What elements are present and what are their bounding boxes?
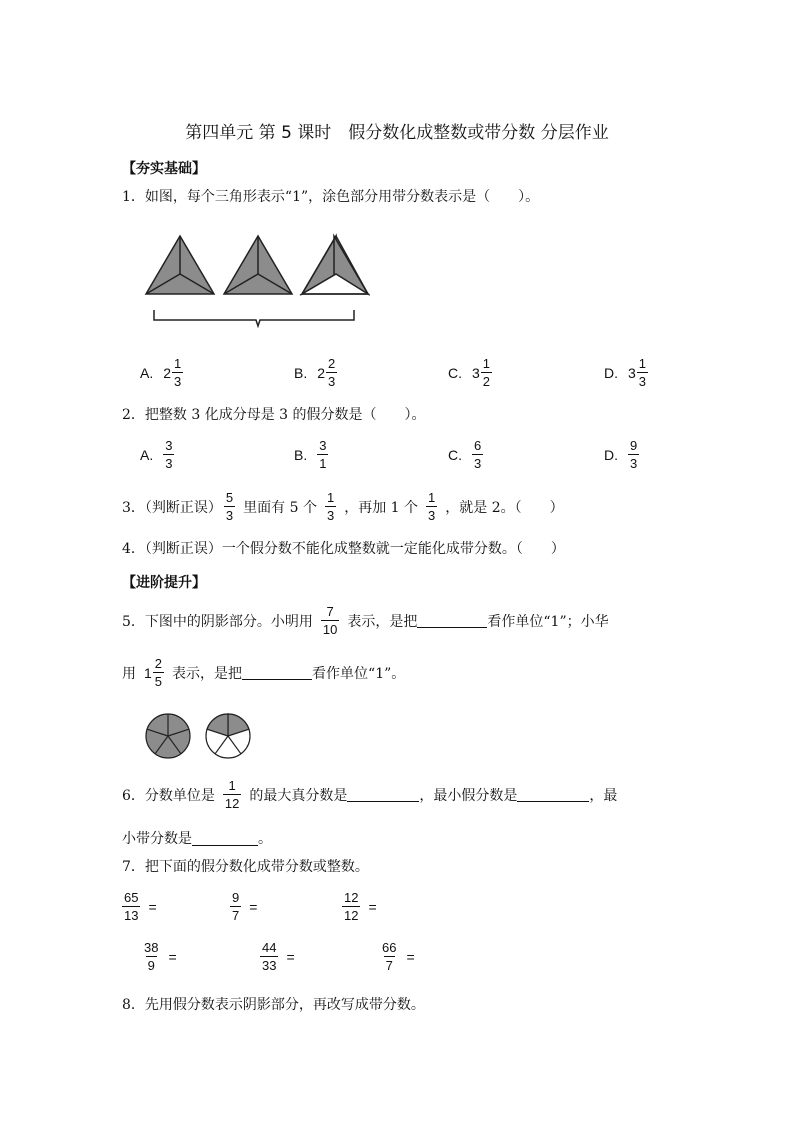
q6-blank-3[interactable]	[192, 831, 258, 846]
q4-text: 4．（判断正误）一个假分数不能化成整数就一定能化成带分数。（ ）	[122, 541, 565, 557]
q7-item-6[interactable]: $\frac{66}{7}$ =	[382, 940, 415, 973]
q2-option-d[interactable]: D. $\frac{9}{3}$	[604, 438, 638, 471]
triangle-1	[146, 236, 214, 294]
q5-blank-2[interactable]	[242, 665, 312, 680]
q6-blank-2[interactable]	[517, 787, 589, 802]
q8-text: 8．先用假分数表示阴影部分，再改写成带分数。	[122, 997, 425, 1013]
triangle-2	[224, 236, 292, 294]
q5-blank-1[interactable]	[417, 613, 487, 628]
q6-line1: 6．分数单位是 $\frac{1}{12}$ 的最大真分数是 ，最小假分数是 ，最	[122, 778, 618, 811]
q1-text: 1．如图，每个三角形表示“1”，涂色部分用带分数表示是（ ）。	[122, 189, 540, 205]
circle-partial	[206, 714, 250, 758]
q1-option-b[interactable]: B. 2 $\frac{2}{3}$	[294, 356, 336, 389]
q5-circles-figure	[144, 712, 256, 762]
q5-line1: 5．下图中的阴影部分。小明用 $\frac{7}{10}$ 表示，是把 看作单位“1”；小华	[122, 604, 609, 637]
q2-text: 2．把整数 3 化成分母是 3 的假分数是（ ）。	[122, 407, 426, 423]
section-basic: 【夯实基础】	[122, 161, 206, 177]
brace	[154, 310, 354, 326]
q1-option-d[interactable]: D. 3 $\frac{1}{3}$	[604, 356, 647, 389]
q1-triangle-figure	[140, 228, 370, 333]
q2-option-b[interactable]: B. $\frac{3}{1}$	[294, 438, 327, 471]
q2-option-a[interactable]: A. $\frac{3}{3}$	[140, 438, 173, 471]
q1-option-a[interactable]: A. 2 $\frac{1}{3}$	[140, 356, 182, 389]
circle-full	[146, 714, 190, 758]
triangle-3	[302, 236, 368, 294]
section-advanced: 【进阶提升】	[122, 575, 206, 591]
q1-option-c[interactable]: C. 3 $\frac{1}{2}$	[448, 356, 491, 389]
q7-item-5[interactable]: $\frac{44}{33}$ =	[262, 940, 295, 973]
q6-blank-1[interactable]	[347, 787, 419, 802]
q6-line2: 小带分数是 。	[122, 831, 272, 847]
q7-item-4[interactable]: $\frac{38}{9}$ =	[144, 940, 177, 973]
q3-line: 3．（判断正误） $\frac{5}{3}$ 里面有 5 个 $\frac{1}{3}$ ，再加 1 个 $\frac{1}{3}$ ，就是 2。（ ）	[122, 490, 564, 523]
q7-item-2[interactable]: $\frac{9}{7}$ =	[232, 890, 258, 923]
q7-text: 7．把下面的假分数化成带分数或整数。	[122, 859, 369, 875]
q5-line2: 用 1 $\frac{2}{5}$ 表示，是把 看作单位“1”。	[122, 656, 406, 689]
q2-option-c[interactable]: C. $\frac{6}{3}$	[448, 438, 482, 471]
q7-item-3[interactable]: $\frac{12}{12}$ =	[344, 890, 377, 923]
page-title: 第四单元 第 5 课时 假分数化成整数或带分数 分层作业	[185, 123, 609, 143]
q7-item-1[interactable]: $\frac{65}{13}$ =	[124, 890, 157, 923]
